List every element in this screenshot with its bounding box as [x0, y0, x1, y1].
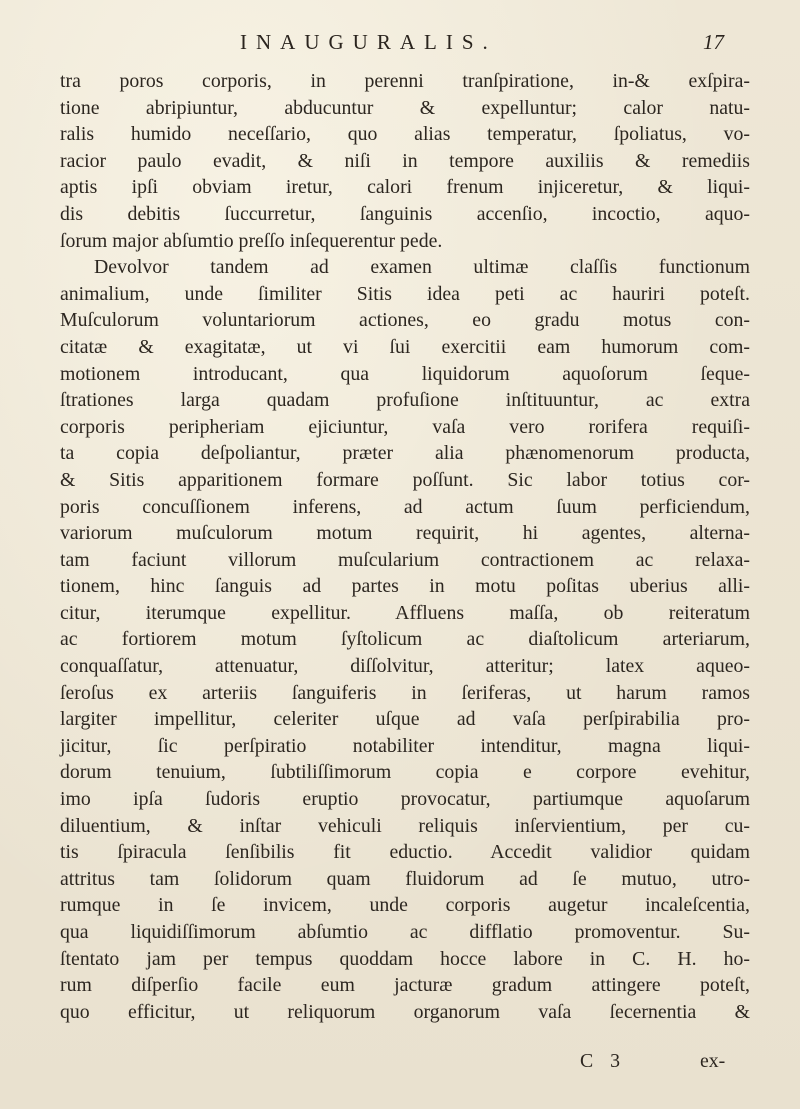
- text-line: corporis peripheriam ejiciuntur, vaſa vero rorifera requiſi-: [60, 415, 750, 438]
- text-line: ralis humido neceſſario, quo alias temperatur, ſpoliatus, vo-: [60, 123, 750, 146]
- text-line: dis debitis ſuccurretur, ſanguinis accenſio, incoctio, aquo-: [60, 202, 750, 225]
- text-line: rumque in ſe invicem, unde corporis augetur incaleſcentia,: [60, 894, 750, 917]
- body-text: [60, 68, 750, 1025]
- text-line: largiter impellitur, celeriter uſque ad vaſa perſpirabilia pro-: [60, 708, 750, 731]
- text-line: diluentium, & inſtar vehiculi reliquis inſervientium, per cu-: [60, 814, 750, 837]
- page-number: 17: [703, 30, 724, 54]
- text-line: tis ſpiracula ſenſibilis fit eductio. Accedit validior quidam: [60, 841, 750, 864]
- text-line: qua liquidiſſimorum abſumtio ac difflatio promoventur. Su-: [60, 921, 750, 943]
- running-title: INAUGURALIS.: [240, 30, 497, 54]
- text-line: racior paulo evadit, & niſi in tempore auxiliis & remediis: [60, 149, 750, 172]
- text-line: & Sitis apparitionem formare poſſunt. Sic labor totius cor-: [60, 468, 750, 491]
- text-line: ſorum major abſumtio preſſo inſequerentur pede.: [60, 229, 443, 252]
- page-header: [0, 30, 800, 70]
- text-line: poris concuſſionem inferens, ad actum ſuum perficiendum,: [60, 495, 750, 518]
- text-line: attritus tam ſolidorum quam fluidorum ad ſe mutuo, utro-: [60, 867, 750, 890]
- page-footer: [0, 1050, 800, 1076]
- signature-mark: C 3: [580, 1050, 627, 1072]
- text-line: aptis ipſi obviam iretur, calori frenum injiceretur, & liqui-: [60, 176, 750, 199]
- text-line: tam faciunt villorum muſcularium contractionem ac relaxa-: [60, 548, 750, 571]
- text-line: motionem introducant, qua liquidorum aquoſorum ſeque-: [60, 362, 750, 385]
- text-line: variorum muſculorum motum requirit, hi agentes, alterna-: [60, 522, 750, 545]
- text-line: ſeroſus ex arteriis ſanguiferis in ſeriferas, ut harum ramos: [60, 681, 750, 704]
- text-line: ta copia deſpoliantur, præter alia phænomenorum producta,: [60, 442, 750, 465]
- text-line: rum diſperſio facile eum jacturæ gradum attingere poteſt,: [60, 974, 750, 997]
- text-line: ſtentato jam per tempus quoddam hocce labore in C. H. ho-: [60, 947, 750, 970]
- text-line: citur, iterumque expellitur. Affluens maſſa, ob reiteratum: [60, 601, 750, 624]
- text-line: Devolvor tandem ad examen ultimæ claſſis functionum: [94, 256, 750, 279]
- text-line: ſtrationes larga quadam profuſione inſtituuntur, ac extra: [60, 389, 750, 412]
- text-line: tionem, hinc ſanguis ad partes in motu poſitas uberius alli-: [60, 575, 750, 598]
- text-line: imo ipſa ſudoris eruptio provocatur, partiumque aquoſarum: [60, 788, 750, 811]
- text-line: tione abripiuntur, abducuntur & expelluntur; calor natu-: [60, 96, 750, 119]
- text-line: citatæ & exagitatæ, ut vi ſui exercitii eam humorum com-: [60, 335, 750, 358]
- text-line: jicitur, ſic perſpiratio notabiliter intenditur, magna liqui-: [60, 734, 750, 757]
- catchword: ex-: [700, 1050, 726, 1072]
- text-line: Muſculorum voluntariorum actiones, eo gradu motus con-: [60, 309, 750, 332]
- text-line: quo efficitur, ut reliquorum organorum vaſa ſecernentia &: [60, 1000, 750, 1023]
- text-line: animalium, unde ſimiliter Sitis idea peti ac hauriri poteſt.: [60, 282, 750, 305]
- text-line: conquaſſatur, attenuatur, diſſolvitur, atteritur; latex aqueo-: [60, 655, 750, 678]
- text-line: tra poros corporis, in perenni tranſpiratione, in-& exſpira-: [60, 70, 750, 92]
- text-line: dorum tenuium, ſubtiliſſimorum copia e corpore evehitur,: [60, 761, 750, 784]
- text-line: ac fortiorem motum ſyſtolicum ac diaſtolicum arteriarum,: [60, 628, 750, 651]
